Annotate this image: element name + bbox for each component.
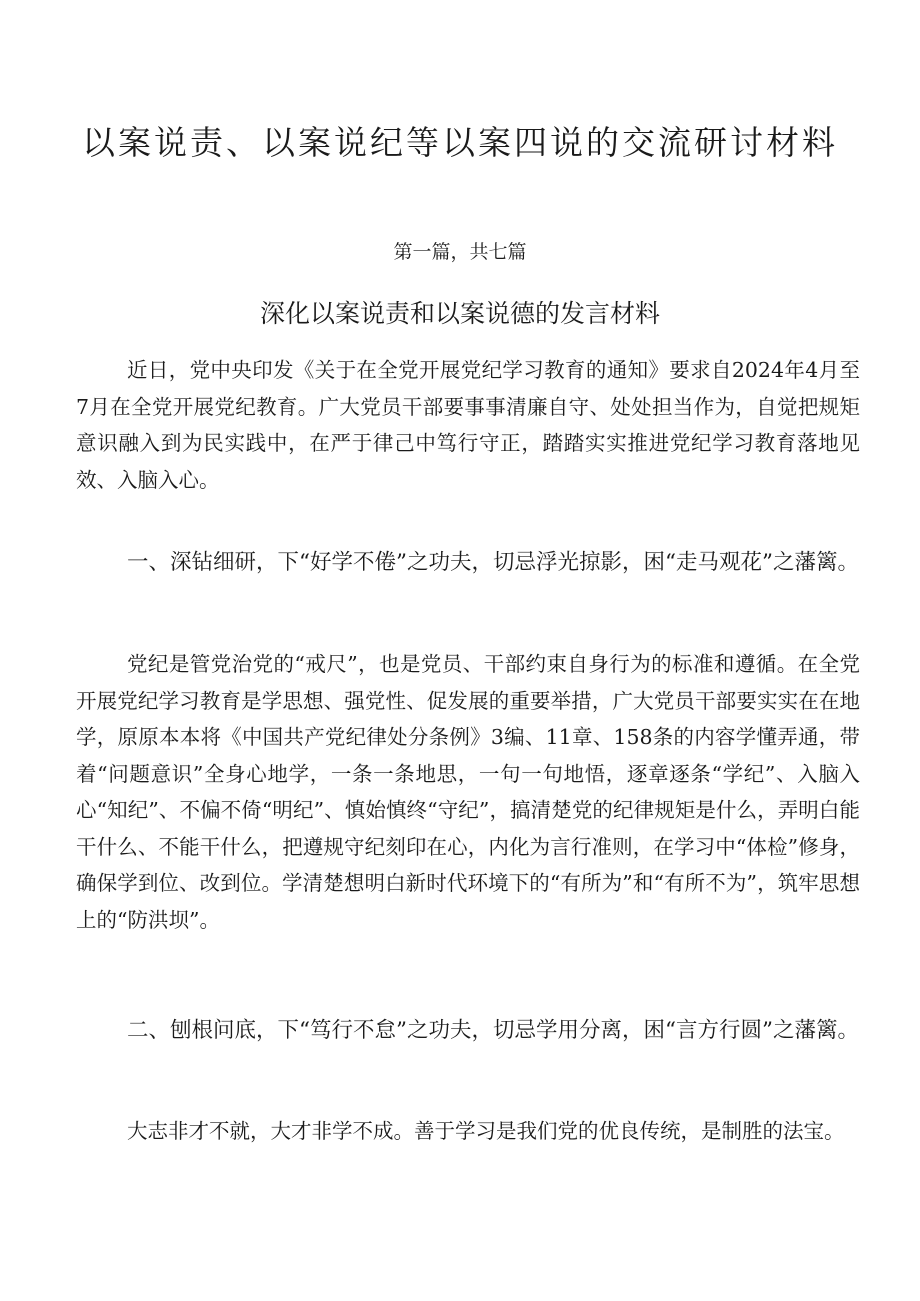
document-title: 以案说责、以案说纪等以案四说的交流研讨材料	[82, 123, 838, 162]
paragraph-intro: 近日，党中央印发《关于在全党开展党纪学习教育的通知》要求自2024年4月至7月在全党开展党纪教育。广大党员干部要事事清廉自守、处处担当作为，自觉把规矩意识融入到为民实践中，在严于律己中笃行守正，踏踏实实推进党纪学习教育落地见效、入脑入心。	[76, 358, 860, 492]
paragraph-point-two: 大志非才不就，大才非学不成。善于学习是我们党的优良传统，是制胜的法宝。	[127, 1119, 845, 1143]
paragraph-point-one: 党纪是管党治党的“戒尺”，也是党员、干部约束自身行为的标准和遵循。在全党开展党纪学习教育是学思想、强党性、促发展的重要举措，广大党员干部要实实在在地学，原原本本将《中国共产党纪律处分条例》3编、11章、158条的内容学懂弄通，带着“问题意识”全身心地学，一条一条地思，一句一句地悟，逐章逐条“学纪”、入脑入心“知纪”、不偏不倚“明纪”、慎始慎终“守纪”，搞清楚党的纪律规矩是什么，弄明白能干什么、不能干什么，把遵规守纪刻印在心，内化为言行准则，在学习中“体检”修身，确保学到位、改到位。学清楚想明白新时代环境下的“有所为”和“有所不为”，筑牢思想上的“防洪坝”。	[76, 652, 860, 932]
heading-point-one: 一、深钻细研，下“好学不倦”之功夫，切忌浮光掠影，困“走马观花”之藩篱。	[127, 550, 859, 575]
part-label: 第一篇，共七篇	[393, 241, 527, 263]
heading-point-two: 二、刨根问底，下“笃行不怠”之功夫，切忌学用分离，困“言方行圆”之藩篱。	[127, 1018, 859, 1043]
section-title: 深化以案说责和以案说德的发言材料	[259, 299, 660, 328]
